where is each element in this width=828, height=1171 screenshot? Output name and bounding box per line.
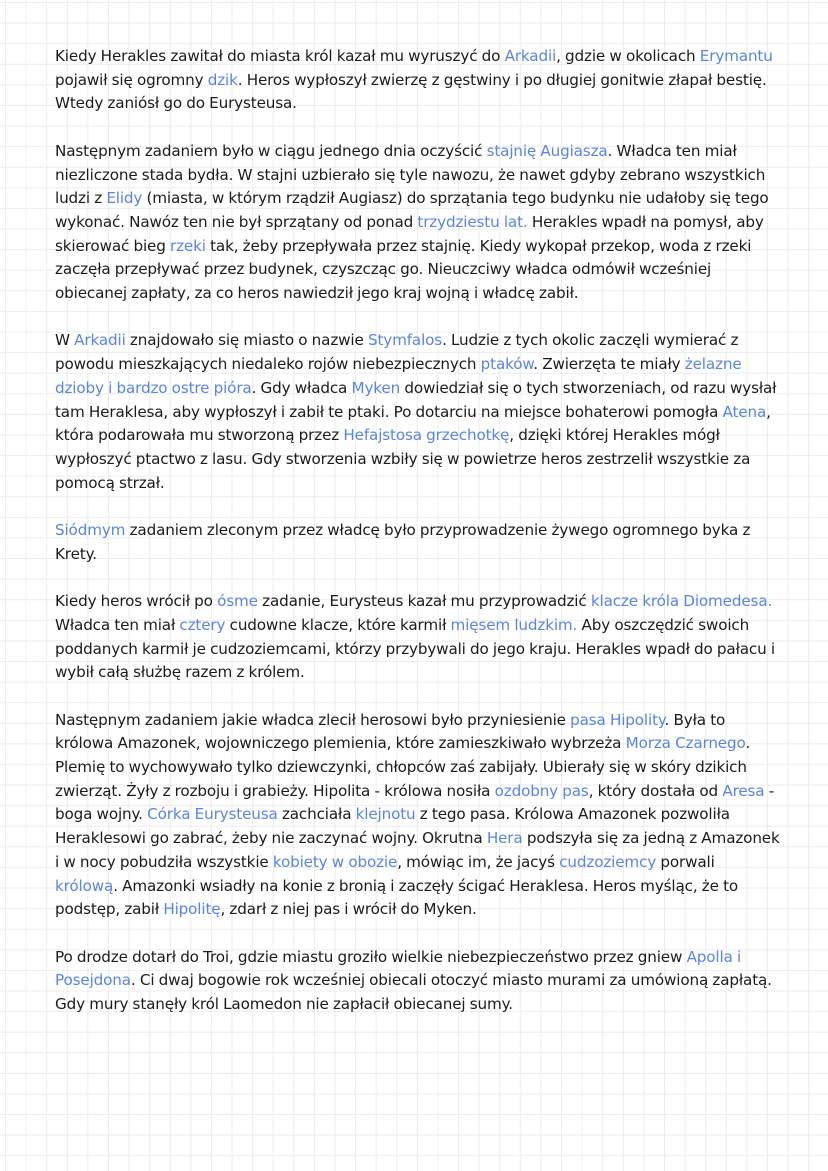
- paragraph-stymphalian-birds: [55, 329, 780, 495]
- highlighted-term: Córka Eurysteusa: [147, 805, 278, 824]
- highlighted-term: Aresa: [722, 781, 765, 800]
- text-segment: z tego pasa. Królowa Amazonek pozwoliła Heraklesowi go zabrać, żeby nie zaczynać wojny. Okrutna: [55, 805, 730, 848]
- highlighted-term: Erymantu: [699, 47, 773, 65]
- text-segment: Aby oszczędzić swoich poddanych karmił je cudzoziemcami, którzy przybywali do jego kraju. Herakles wpadł do pałacu i wybił całą służbę razem z królem.: [55, 615, 775, 682]
- highlighted-term: klacze króla Diomedesa.: [590, 592, 773, 611]
- text-segment: , gdzie w okolicach: [556, 47, 700, 65]
- text-segment: . Heros wypłoszył zwierzę z gęstwiny i po długiej gonitwie złapał bestię. Wtedy zaniósł go do Eurysteusa.: [55, 70, 767, 113]
- highlighted-term: Hefajstosa grzechotkę: [343, 426, 510, 445]
- text-segment: . Władca ten miał niezliczone stada bydła. W stajni uzbierało się tyle nawozu, że nawet gdyby zebrano wszystkich ludzi z: [55, 141, 766, 208]
- text-segment: porwali: [656, 852, 715, 871]
- highlighted-term: rzeki: [170, 236, 206, 255]
- text-segment: . Ludzie z tych okolic zaczęli wymierać z powodu mieszkających niedaleko rojów niebezpiecznych: [55, 331, 739, 374]
- highlighted-term: Atena: [722, 402, 767, 421]
- highlighted-term: cztery: [179, 615, 226, 634]
- highlighted-term: cudzoziemcy: [559, 852, 657, 871]
- text-segment: Po drodze dotarł do Troi, gdzie miastu groziło wielkie niebezpieczeństwo przez gniew: [55, 947, 687, 966]
- text-segment: zadanie, Eurysteus kazał mu przyprowadzić: [257, 592, 591, 611]
- text-segment: Następnym zadaniem jakie władca zlecił herosowi było przyniesienie: [55, 710, 571, 729]
- highlighted-term: trzydziestu lat.: [417, 212, 528, 231]
- text-segment: podszyła się za jedną z Amazonek i w nocy pobudziła wszystkie: [55, 829, 780, 871]
- text-segment: Kiedy Herakles zawitał do miasta król kazał mu wyruszyć do: [55, 47, 505, 65]
- text-segment: Następnym zadaniem było w ciągu jednego dnia oczyścić: [55, 141, 487, 160]
- highlighted-term: Arkadii: [504, 47, 557, 65]
- highlighted-term: żelazne dzioby i bardzo ostre pióra: [55, 355, 742, 397]
- highlighted-term: Myken: [351, 378, 401, 397]
- paragraph-troy: [55, 946, 780, 1017]
- text-segment: , który dostała od: [588, 781, 723, 800]
- highlighted-term: stajnię Augiasza: [486, 141, 608, 160]
- text-segment: znajdowało się miasto o nazwie: [125, 331, 368, 350]
- text-segment: Kiedy heros wrócił po: [55, 592, 218, 611]
- highlighted-term: Stymfalos: [367, 331, 443, 350]
- highlighted-term: Arkadii: [74, 331, 126, 350]
- text-segment: . Była to królowa Amazonek, wojowniczego plemienia, które zamieszkiwało wybrzeża: [55, 710, 726, 753]
- text-segment: zachciała: [277, 805, 356, 824]
- highlighted-term: dzik: [207, 70, 238, 89]
- text-segment: tak, żeby przepływała przez stajnię. Kiedy wykopał przekop, woda z rzeki zaczęła przepływać przez budynek, czyszcząc go. Nieuczciwy władca odmówił wcześniej obiecanej zapłaty, za co heros nawiedził jego kraj wojną i władcę zabił.: [55, 236, 752, 303]
- text-segment: . Gdy władca: [251, 378, 352, 397]
- text-segment: pojawił się ogromny: [55, 70, 208, 89]
- text-segment: . Zwierzęta te miały: [533, 355, 685, 374]
- text-segment: (miasta, w którym rządził Augiasz) do sprzątania tego budynku nie udałoby się tego wykonać. Nawóz ten nie był sprzątany od ponad: [55, 189, 769, 231]
- paragraph-erymanthian-boar: [55, 45, 780, 116]
- text-segment: , mówiąc im, że jacyś: [397, 852, 560, 871]
- paragraph-mares-of-diomedes: [55, 590, 780, 685]
- highlighted-term: Hipolitę: [163, 900, 221, 919]
- text-segment: , zdarł z niej pas i wrócił do Myken.: [220, 900, 477, 919]
- highlighted-term: ptaków: [480, 355, 534, 374]
- highlighted-term: ósme: [217, 592, 258, 611]
- document-page: [55, 45, 780, 1040]
- highlighted-term: Apolla i Posejdona: [55, 947, 742, 990]
- text-segment: , która podarowała mu stworzoną przez: [55, 402, 771, 445]
- paragraph-augean-stables: [55, 140, 780, 306]
- highlighted-term: Elidy: [106, 189, 143, 208]
- highlighted-term: kobiety w obozie: [272, 852, 398, 871]
- text-segment: . Amazonki wsiadły na konie z bronią i zaczęły ścigać Heraklesa. Heros myśląc, że to podstęp, zabił: [55, 876, 739, 919]
- highlighted-term: Hera: [486, 829, 523, 848]
- highlighted-term: klejnotu: [355, 805, 416, 824]
- text-segment: . Plemię to wychowywało tylko dziewczynki, chłopców zaś zabijały. Ubierały się w skóry dzikich zwierząt. Żyły z rozboju i grabieży. Hipolita - królowa nosiła: [55, 734, 751, 800]
- text-segment: dowiedział się o tych stworzeniach, od razu wysłał tam Heraklesa, aby wypłoszył i zabił te ptaki. Po dotarciu na miejsce bohaterowi pomogła: [55, 378, 777, 421]
- text-segment: - boga wojny.: [55, 781, 775, 824]
- text-segment: W: [55, 331, 75, 350]
- highlighted-term: pasa Hipolity: [570, 710, 665, 729]
- text-segment: . Ci dwaj bogowie rok wcześniej obiecali otoczyć miasto murami za umówioną zapłatą. Gdy mury stanęły król Laomedon nie zapłacił obiecanej sumy.: [55, 971, 772, 1014]
- text-segment: cudowne klacze, które karmił: [225, 615, 451, 634]
- highlighted-term: królową: [55, 876, 114, 895]
- highlighted-term: mięsem ludzkim.: [450, 615, 578, 634]
- highlighted-term: Siódmym: [55, 521, 126, 540]
- text-segment: zadaniem zleconym przez władcę było przyprowadzenie żywego ogromnego byka z Krety.: [55, 521, 751, 563]
- highlighted-term: ozdobny pas: [494, 781, 589, 800]
- paragraph-cretan-bull: [55, 519, 780, 566]
- highlighted-term: Morza Czarnego: [625, 734, 746, 753]
- paragraph-belt-of-hippolyta: [55, 709, 780, 922]
- text-segment: , dzięki której Herakles mógł wypłoszyć ptactwo z lasu. Gdy stworzenia wzbiły się w powietrze heros zestrzelił wszystkie za pomocą strzał.: [55, 426, 751, 492]
- text-segment: Herakles wpadł na pomysł, aby skierować bieg: [55, 212, 764, 255]
- text-segment: Władca ten miał: [55, 615, 180, 634]
